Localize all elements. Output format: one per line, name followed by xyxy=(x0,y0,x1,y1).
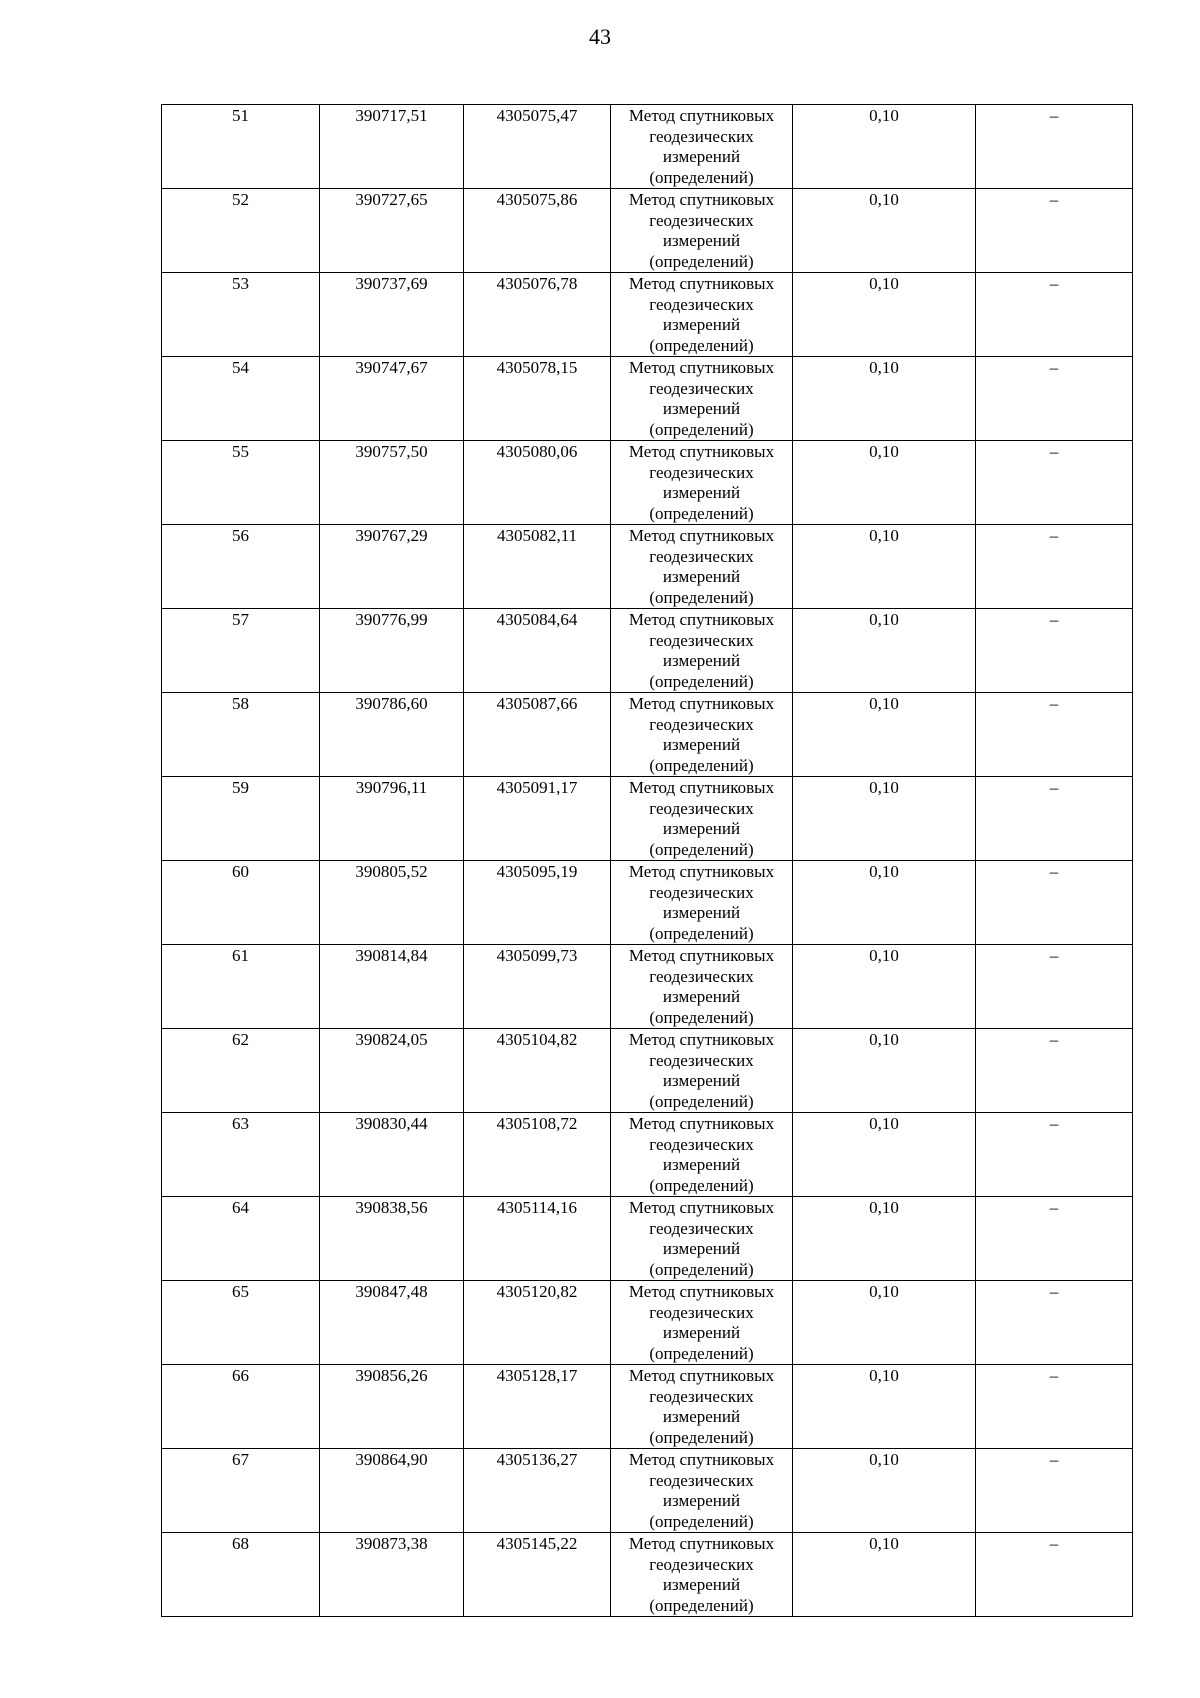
method-cell: Метод спутниковых геодезических измерений (определений) xyxy=(611,1365,793,1449)
x-coordinate-cell: 390776,99 xyxy=(320,609,464,693)
table-row xyxy=(162,693,1133,777)
note-cell: – xyxy=(976,861,1133,945)
method-cell: Метод спутниковых геодезических измерений (определений) xyxy=(611,357,793,441)
x-coordinate-cell: 390830,44 xyxy=(320,1113,464,1197)
x-coordinate-cell: 390747,67 xyxy=(320,357,464,441)
accuracy-cell: 0,10 xyxy=(793,1029,976,1113)
x-coordinate-cell: 390717,51 xyxy=(320,105,464,189)
point-number-cell: 64 xyxy=(162,1197,320,1281)
table-row xyxy=(162,1029,1133,1113)
point-number-cell: 68 xyxy=(162,1533,320,1617)
point-number-cell: 57 xyxy=(162,609,320,693)
note-cell: – xyxy=(976,1113,1133,1197)
method-cell: Метод спутниковых геодезических измерений (определений) xyxy=(611,1281,793,1365)
accuracy-cell: 0,10 xyxy=(793,273,976,357)
table-row xyxy=(162,1281,1133,1365)
accuracy-cell: 0,10 xyxy=(793,441,976,525)
table-row xyxy=(162,609,1133,693)
table-row xyxy=(162,1365,1133,1449)
y-coordinate-cell: 4305095,19 xyxy=(464,861,611,945)
y-coordinate-cell: 4305075,47 xyxy=(464,105,611,189)
note-cell: – xyxy=(976,525,1133,609)
point-number-cell: 55 xyxy=(162,441,320,525)
y-coordinate-cell: 4305099,73 xyxy=(464,945,611,1029)
x-coordinate-cell: 390757,50 xyxy=(320,441,464,525)
y-coordinate-cell: 4305080,06 xyxy=(464,441,611,525)
table-row xyxy=(162,1113,1133,1197)
table-row xyxy=(162,861,1133,945)
table-row xyxy=(162,777,1133,861)
x-coordinate-cell: 390847,48 xyxy=(320,1281,464,1365)
note-cell: – xyxy=(976,1281,1133,1365)
y-coordinate-cell: 4305145,22 xyxy=(464,1533,611,1617)
accuracy-cell: 0,10 xyxy=(793,1197,976,1281)
x-coordinate-cell: 390814,84 xyxy=(320,945,464,1029)
note-cell: – xyxy=(976,273,1133,357)
table-row xyxy=(162,189,1133,273)
x-coordinate-cell: 390767,29 xyxy=(320,525,464,609)
accuracy-cell: 0,10 xyxy=(793,105,976,189)
x-coordinate-cell: 390856,26 xyxy=(320,1365,464,1449)
point-number-cell: 63 xyxy=(162,1113,320,1197)
point-number-cell: 60 xyxy=(162,861,320,945)
x-coordinate-cell: 390796,11 xyxy=(320,777,464,861)
method-cell: Метод спутниковых геодезических измерений (определений) xyxy=(611,1533,793,1617)
table-row xyxy=(162,525,1133,609)
method-cell: Метод спутниковых геодезических измерений (определений) xyxy=(611,1449,793,1533)
accuracy-cell: 0,10 xyxy=(793,189,976,273)
point-number-cell: 56 xyxy=(162,525,320,609)
method-cell: Метод спутниковых геодезических измерений (определений) xyxy=(611,861,793,945)
note-cell: – xyxy=(976,189,1133,273)
point-number-cell: 54 xyxy=(162,357,320,441)
y-coordinate-cell: 4305084,64 xyxy=(464,609,611,693)
point-number-cell: 58 xyxy=(162,693,320,777)
method-cell: Метод спутниковых геодезических измерений (определений) xyxy=(611,525,793,609)
table-row xyxy=(162,1533,1133,1617)
point-number-cell: 51 xyxy=(162,105,320,189)
method-cell: Метод спутниковых геодезических измерений (определений) xyxy=(611,609,793,693)
accuracy-cell: 0,10 xyxy=(793,609,976,693)
method-cell: Метод спутниковых геодезических измерений (определений) xyxy=(611,189,793,273)
note-cell: – xyxy=(976,1365,1133,1449)
accuracy-cell: 0,10 xyxy=(793,777,976,861)
coordinates-table xyxy=(161,104,1133,1617)
x-coordinate-cell: 390864,90 xyxy=(320,1449,464,1533)
coordinates-table-body xyxy=(162,105,1133,1617)
method-cell: Метод спутниковых геодезических измерений (определений) xyxy=(611,273,793,357)
table-row xyxy=(162,357,1133,441)
accuracy-cell: 0,10 xyxy=(793,1533,976,1617)
table-row xyxy=(162,441,1133,525)
y-coordinate-cell: 4305087,66 xyxy=(464,693,611,777)
point-number-cell: 62 xyxy=(162,1029,320,1113)
y-coordinate-cell: 4305075,86 xyxy=(464,189,611,273)
point-number-cell: 65 xyxy=(162,1281,320,1365)
page-number: 43 xyxy=(589,24,611,49)
note-cell: – xyxy=(976,105,1133,189)
note-cell: – xyxy=(976,1533,1133,1617)
method-cell: Метод спутниковых геодезических измерений (определений) xyxy=(611,1197,793,1281)
note-cell: – xyxy=(976,357,1133,441)
note-cell: – xyxy=(976,945,1133,1029)
method-cell: Метод спутниковых геодезических измерений (определений) xyxy=(611,105,793,189)
point-number-cell: 53 xyxy=(162,273,320,357)
accuracy-cell: 0,10 xyxy=(793,945,976,1029)
note-cell: – xyxy=(976,609,1133,693)
accuracy-cell: 0,10 xyxy=(793,1113,976,1197)
y-coordinate-cell: 4305082,11 xyxy=(464,525,611,609)
accuracy-cell: 0,10 xyxy=(793,693,976,777)
y-coordinate-cell: 4305078,15 xyxy=(464,357,611,441)
x-coordinate-cell: 390805,52 xyxy=(320,861,464,945)
y-coordinate-cell: 4305136,27 xyxy=(464,1449,611,1533)
y-coordinate-cell: 4305104,82 xyxy=(464,1029,611,1113)
x-coordinate-cell: 390786,60 xyxy=(320,693,464,777)
point-number-cell: 66 xyxy=(162,1365,320,1449)
method-cell: Метод спутниковых геодезических измерений (определений) xyxy=(611,1113,793,1197)
accuracy-cell: 0,10 xyxy=(793,861,976,945)
y-coordinate-cell: 4305076,78 xyxy=(464,273,611,357)
point-number-cell: 52 xyxy=(162,189,320,273)
note-cell: – xyxy=(976,777,1133,861)
x-coordinate-cell: 390838,56 xyxy=(320,1197,464,1281)
accuracy-cell: 0,10 xyxy=(793,1449,976,1533)
accuracy-cell: 0,10 xyxy=(793,1365,976,1449)
y-coordinate-cell: 4305108,72 xyxy=(464,1113,611,1197)
point-number-cell: 59 xyxy=(162,777,320,861)
method-cell: Метод спутниковых геодезических измерений (определений) xyxy=(611,693,793,777)
note-cell: – xyxy=(976,693,1133,777)
x-coordinate-cell: 390727,65 xyxy=(320,189,464,273)
table-row xyxy=(162,1197,1133,1281)
method-cell: Метод спутниковых геодезических измерений (определений) xyxy=(611,945,793,1029)
table-row xyxy=(162,1449,1133,1533)
accuracy-cell: 0,10 xyxy=(793,357,976,441)
y-coordinate-cell: 4305114,16 xyxy=(464,1197,611,1281)
table-row xyxy=(162,945,1133,1029)
method-cell: Метод спутниковых геодезических измерений (определений) xyxy=(611,777,793,861)
y-coordinate-cell: 4305091,17 xyxy=(464,777,611,861)
accuracy-cell: 0,10 xyxy=(793,525,976,609)
note-cell: – xyxy=(976,1449,1133,1533)
y-coordinate-cell: 4305120,82 xyxy=(464,1281,611,1365)
x-coordinate-cell: 390873,38 xyxy=(320,1533,464,1617)
note-cell: – xyxy=(976,1029,1133,1113)
point-number-cell: 61 xyxy=(162,945,320,1029)
x-coordinate-cell: 390824,05 xyxy=(320,1029,464,1113)
note-cell: – xyxy=(976,441,1133,525)
x-coordinate-cell: 390737,69 xyxy=(320,273,464,357)
y-coordinate-cell: 4305128,17 xyxy=(464,1365,611,1449)
method-cell: Метод спутниковых геодезических измерений (определений) xyxy=(611,441,793,525)
table-row xyxy=(162,273,1133,357)
accuracy-cell: 0,10 xyxy=(793,1281,976,1365)
table-row xyxy=(162,105,1133,189)
note-cell: – xyxy=(976,1197,1133,1281)
point-number-cell: 67 xyxy=(162,1449,320,1533)
method-cell: Метод спутниковых геодезических измерений (определений) xyxy=(611,1029,793,1113)
